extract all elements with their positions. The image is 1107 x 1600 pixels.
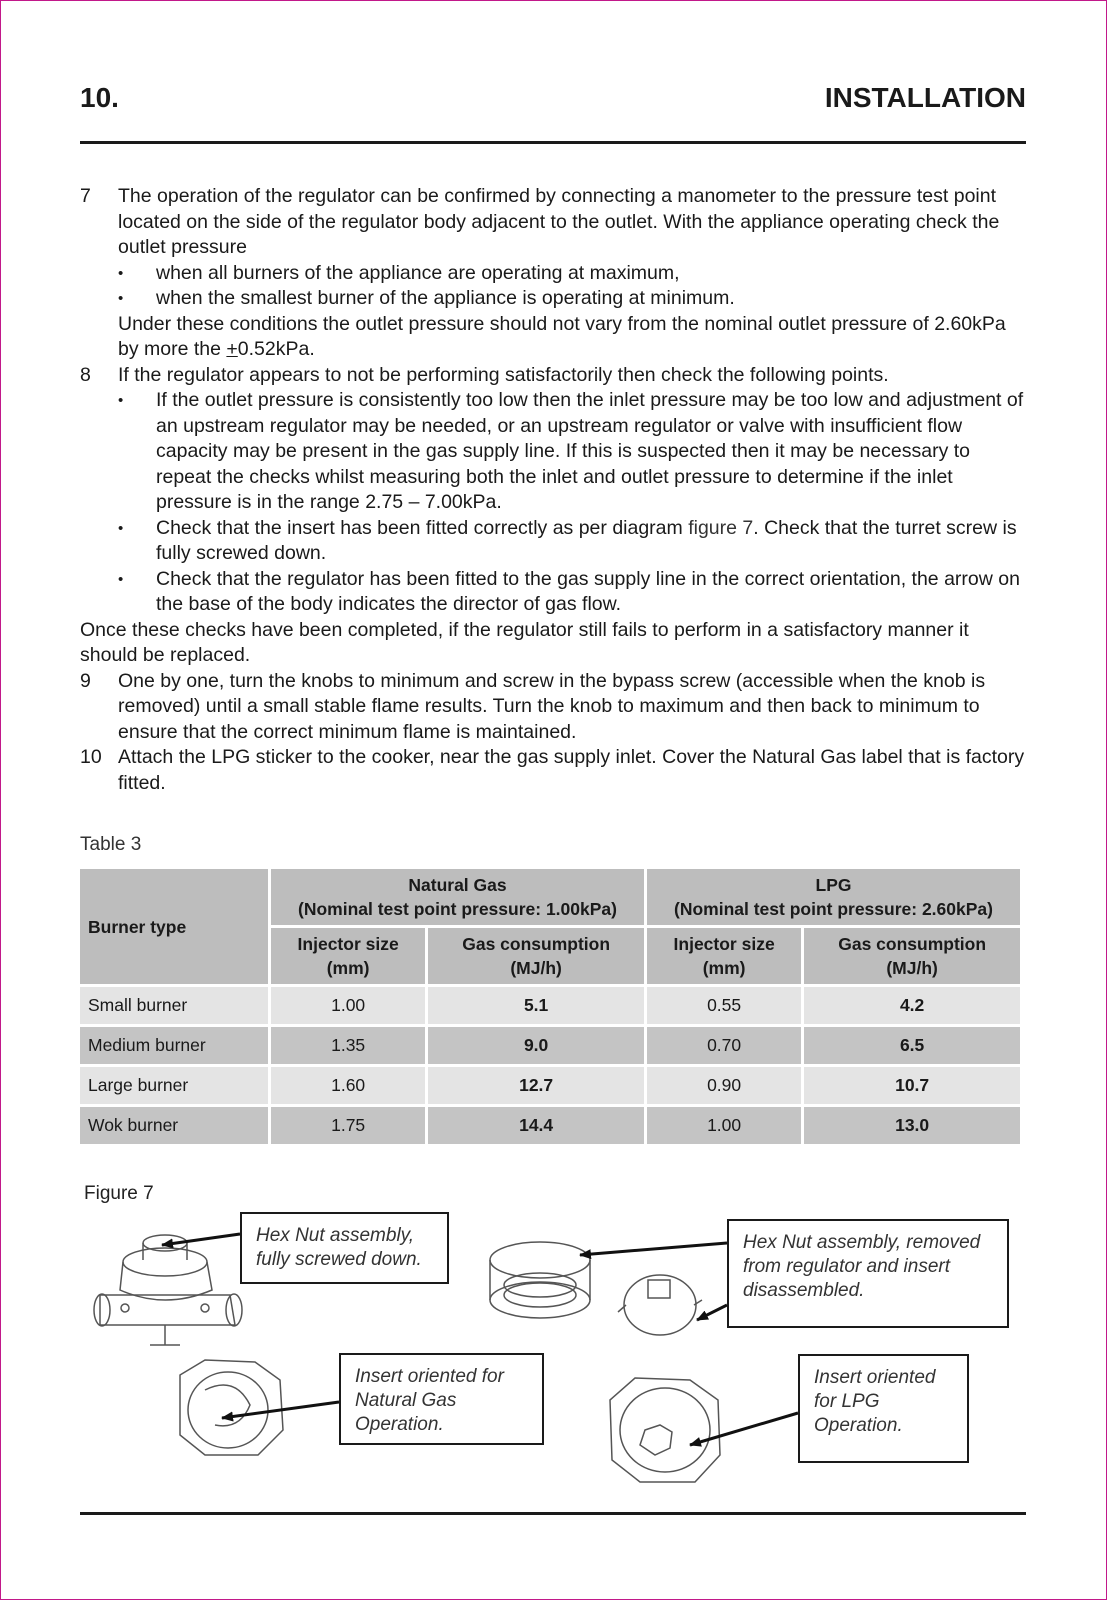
header-unit: (MJ/h) <box>510 958 562 978</box>
bullet-item <box>118 567 1030 618</box>
bullet-icon: • <box>118 519 124 537</box>
step-8 <box>80 363 1030 389</box>
header-line: Injector size <box>297 934 399 954</box>
bullet-text: Check that the insert has been fitted correctly as per diagram <box>156 516 689 539</box>
bullet-text: when the smallest burner of the appliance is operating at minimum. <box>156 287 735 309</box>
lpg-gas-consumption: 6.5 <box>804 1027 1020 1064</box>
injector-table <box>77 866 1023 1147</box>
burner-name: Small burner <box>80 987 268 1024</box>
step-text: One by one, turn the knobs to minimum and screw in the bypass screw (accessible when the knob is removed) until a small stable flame results. Turn the knob to maximum and then back to minimum to ensure that the correct minimum flame is maintained. <box>118 669 986 743</box>
step-number: 7 <box>80 185 91 207</box>
lpg-injector-size: 1.00 <box>647 1107 801 1144</box>
section-number: 10. <box>80 82 119 113</box>
bullet-text-end: . Check that the turret screw is fully screwed down. <box>156 516 1017 564</box>
bullet-text: when all burners of the appliance are operating at maximum, <box>156 261 680 284</box>
lpg-gas-header <box>804 928 1020 984</box>
natural-gas-title: Natural Gas <box>408 875 507 895</box>
step-text: If the regulator appears to not be performing satisfactorily then check the following points. <box>118 363 889 386</box>
header-unit: (mm) <box>326 958 370 978</box>
table-row <box>80 1027 1020 1064</box>
table-row <box>80 1067 1020 1104</box>
plus-minus-sign: + <box>226 338 238 360</box>
bullet-icon: • <box>118 264 124 282</box>
table-row <box>80 987 1020 1024</box>
bullet-text: Check that the regulator has been fitted to the gas supply line in the correct orientation, the arrow on the base of the body indicates the director of gas flow. <box>156 567 1020 615</box>
lpg-injector-header <box>647 928 801 984</box>
header-unit: (mm) <box>702 958 746 978</box>
lpg-pressure: (Nominal test point pressure: 2.60kPa) <box>674 899 993 919</box>
header-line: Gas consumption <box>838 934 987 954</box>
lpg-injector-size: 0.90 <box>647 1067 801 1104</box>
note-text: Under these conditions the outlet pressure should not vary from the nominal outlet pressure of 2.60kPa by more the <box>118 312 1006 360</box>
figure-caption: Figure 7 <box>84 1183 154 1204</box>
step-7 <box>80 184 1030 261</box>
step-8-bullets <box>80 388 1030 618</box>
ng-gas-consumption: 14.4 <box>428 1107 644 1144</box>
bullet-item <box>118 286 1030 312</box>
step-10 <box>80 745 1030 796</box>
step-text: The operation of the regulator can be confirmed by connecting a manometer to the pressure test point located on the side of the regulator body adjacent to the outlet. With the appliance operating check the outlet pressure <box>118 185 1000 258</box>
bullet-text: If the outlet pressure is consistently too low then the inlet pressure may be too low and adjustment of an upstream regulator may be needed, or an upstream regulator or valve with insufficient flow capacity may be present in the gas supply line. If this is suspected then it may be necessary to repeat the checks whilst measuring both the inlet and outlet pressure to determine if the inlet pressure is in the range 2.75 – 7.00kPa. <box>156 389 1024 513</box>
ng-injector-size: 1.35 <box>271 1027 425 1064</box>
lpg-gas-consumption: 4.2 <box>804 987 1020 1024</box>
step-7-note <box>80 312 1030 363</box>
figure-reference-link[interactable]: figure 7 <box>688 516 754 539</box>
step-number: 10 <box>80 746 102 768</box>
ng-gas-header <box>428 928 644 984</box>
instructions-body <box>80 184 1030 796</box>
step-7-bullets <box>80 261 1030 312</box>
ng-injector-header <box>271 928 425 984</box>
footer-rule <box>80 1512 1026 1515</box>
lpg-injector-size: 0.55 <box>647 987 801 1024</box>
lpg-injector-size: 0.70 <box>647 1027 801 1064</box>
ng-injector-size: 1.75 <box>271 1107 425 1144</box>
lpg-header <box>647 869 1020 925</box>
lpg-gas-consumption: 10.7 <box>804 1067 1020 1104</box>
burner-name: Large burner <box>80 1067 268 1104</box>
callout-insert-lpg: Insert oriented for LPG Operation. <box>798 1354 969 1463</box>
header-line: Injector size <box>673 934 775 954</box>
page-header <box>80 82 1026 122</box>
table-caption: Table 3 <box>80 834 142 855</box>
section-title: INSTALLATION <box>824 82 1026 113</box>
bullet-icon: • <box>118 570 124 588</box>
header-rule <box>80 141 1026 144</box>
burner-name: Wok burner <box>80 1107 268 1144</box>
bullet-item <box>118 261 1030 287</box>
step-text: Attach the LPG sticker to the cooker, near the gas supply inlet. Cover the Natural Gas label that is factory fitted. <box>118 746 1025 794</box>
callout-hex-nut-removed: Hex Nut assembly, removed from regulator and insert disassembled. <box>727 1219 1009 1328</box>
step-9 <box>80 669 1030 746</box>
callout-hex-nut-screwed: Hex Nut assembly, fully screwed down. <box>240 1212 449 1284</box>
callout-insert-natural-gas: Insert oriented for Natural Gas Operation. <box>339 1353 544 1445</box>
ng-injector-size: 1.00 <box>271 987 425 1024</box>
lpg-gas-consumption: 13.0 <box>804 1107 1020 1144</box>
natural-gas-header <box>271 869 644 925</box>
note-text-end: 0.52kPa. <box>237 338 315 360</box>
burner-name: Medium burner <box>80 1027 268 1064</box>
lpg-title: LPG <box>815 875 852 895</box>
bullet-icon: • <box>118 290 124 307</box>
ng-gas-consumption: 9.0 <box>428 1027 644 1064</box>
header-line: Gas consumption <box>462 934 611 954</box>
table-row <box>80 1107 1020 1144</box>
bullet-item <box>118 516 1030 567</box>
step-number: 9 <box>80 669 91 692</box>
burner-type-header: Burner type <box>80 869 268 984</box>
ng-gas-consumption: 12.7 <box>428 1067 644 1104</box>
ng-injector-size: 1.60 <box>271 1067 425 1104</box>
bullet-icon: • <box>118 392 124 409</box>
header-unit: (MJ/h) <box>886 958 938 978</box>
bullet-item <box>118 388 1030 516</box>
natural-gas-pressure: (Nominal test point pressure: 1.00kPa) <box>298 899 617 919</box>
table-header-row <box>80 869 1020 925</box>
replacement-note: Once these checks have been completed, if the regulator still fails to perform in a satisfactory manner it should be replaced. <box>80 618 969 666</box>
ng-gas-consumption: 5.1 <box>428 987 644 1024</box>
step-number: 8 <box>80 363 91 386</box>
